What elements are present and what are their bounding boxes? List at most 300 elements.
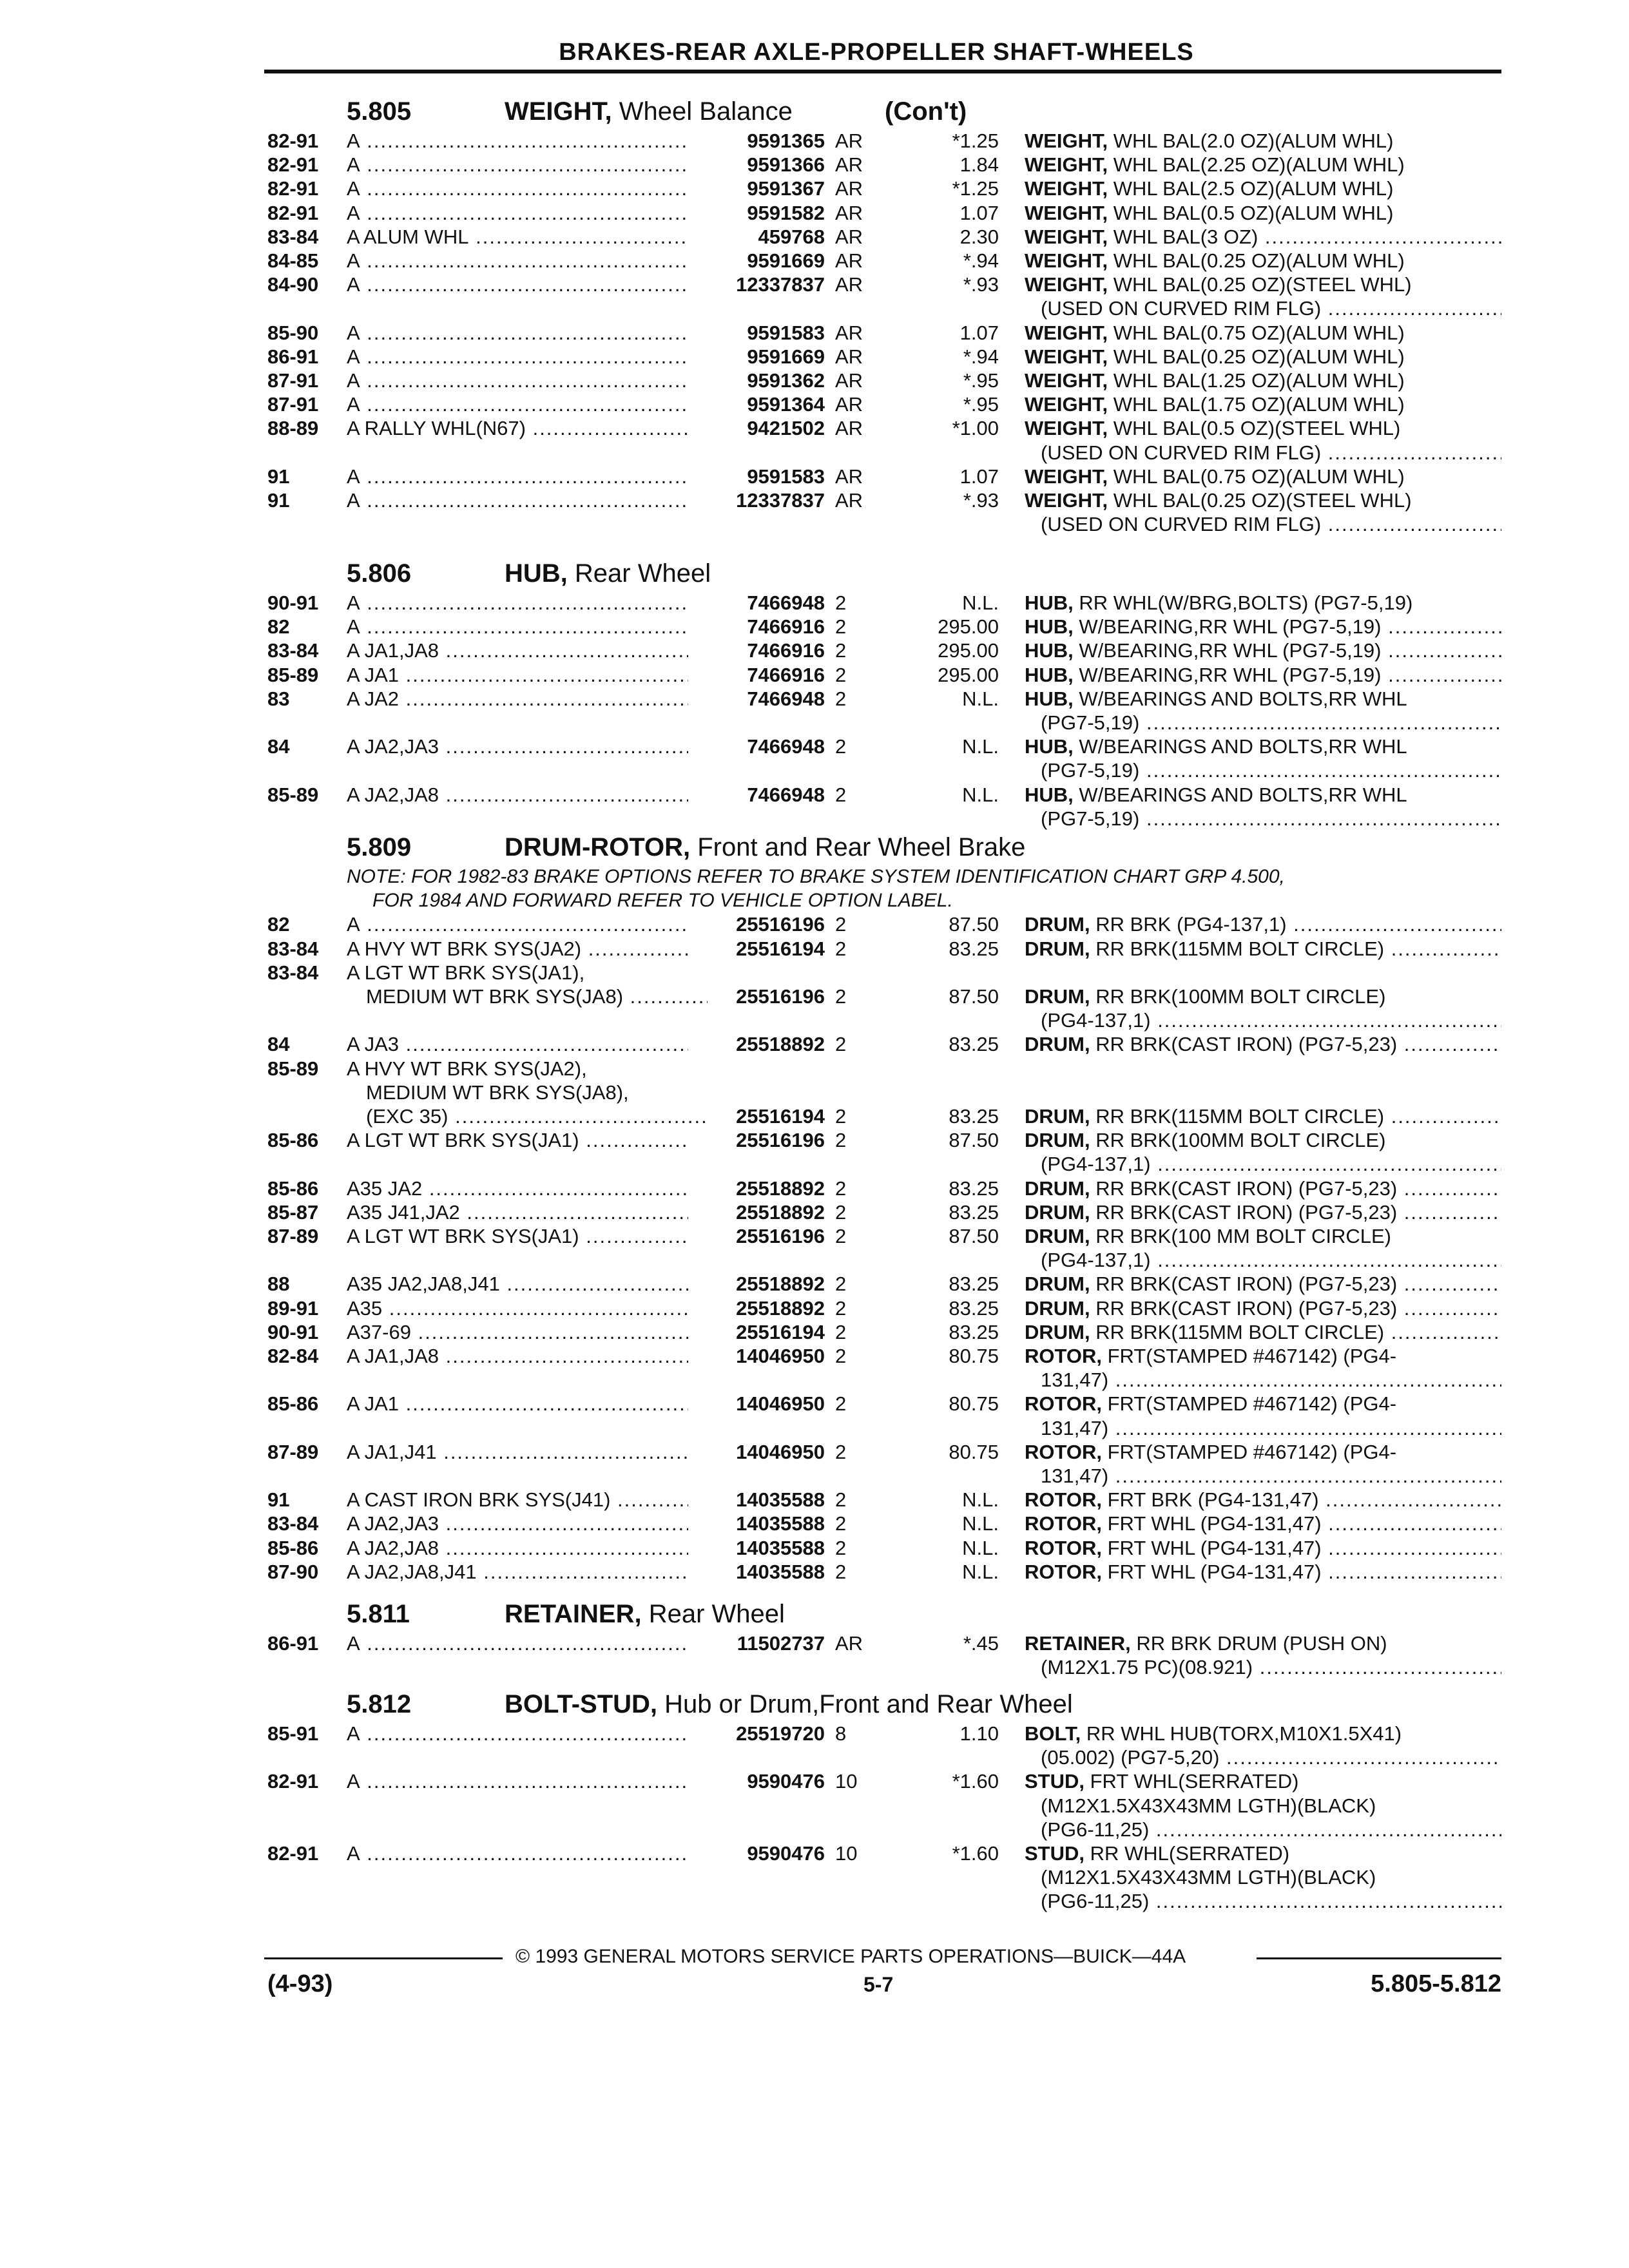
quantity: 2 [835, 1225, 847, 1247]
quantity: 2 [835, 1177, 847, 1200]
application: A ..... [347, 129, 688, 153]
application: A35 JA2,JA8,J41 ..... [347, 1272, 688, 1296]
model-years: 82-91 [267, 153, 319, 177]
part-number: 459768 [758, 225, 825, 248]
model-years: 82-91 [267, 1770, 319, 1793]
quantity: AR [835, 225, 863, 248]
part-name-noun: HUB, [1025, 663, 1074, 686]
part-description-cont: (05.002) (PG7-5,20) ..... [1041, 1745, 1501, 1769]
part-number: 14046950 [736, 1345, 825, 1367]
part-number: 9591365 [747, 130, 825, 152]
part-name: DRUM, RR BRK(115MM BOLT CIRCLE) ..... [1025, 1104, 1501, 1128]
section-title-main: DRUM-ROTOR, [505, 833, 691, 861]
part-number: 25516196 [736, 1129, 825, 1152]
quantity: AR [835, 153, 863, 177]
price: 295.00 [938, 615, 999, 639]
part-name: WEIGHT, WHL BAL(0.75 OZ)(ALUM WHL) [1025, 321, 1405, 344]
application: A ..... [347, 912, 688, 936]
model-years: 87-90 [267, 1560, 319, 1583]
part-name-noun: DRUM, [1025, 1177, 1090, 1200]
application: A ..... [347, 591, 688, 615]
part-description-cont: (PG4-137,1) ..... [1041, 1152, 1501, 1176]
quantity: 2 [835, 1512, 847, 1535]
section-title [505, 1598, 785, 1630]
part-number: 25516194 [736, 1320, 825, 1343]
application: A JA2,JA3 ..... [347, 735, 688, 758]
part-name: RETAINER, RR BRK DRUM (PUSH ON) [1025, 1632, 1387, 1655]
quantity: 2 [835, 639, 847, 662]
part-name-noun: STUD, [1025, 1770, 1084, 1793]
part-description-cont: (PG4-137,1) ..... [1041, 1008, 1501, 1032]
price: 83.25 [949, 1033, 999, 1056]
price: N.L. [962, 735, 999, 758]
model-years: 88 [267, 1273, 290, 1296]
model-years: 91 [267, 465, 290, 488]
model-years: 87-89 [267, 1440, 319, 1463]
application: A ..... [347, 1631, 688, 1655]
application: A ..... [347, 392, 688, 416]
part-name-noun: DRUM, [1025, 1033, 1090, 1056]
part-number: 9421502 [747, 417, 825, 440]
part-name-noun: HUB, [1025, 639, 1074, 662]
part-name: DRUM, RR BRK(CAST IRON) (PG7-5,23) ..... [1025, 1200, 1501, 1224]
part-name: ROTOR, FRT BRK (PG4-131,47) ..... [1025, 1488, 1501, 1512]
application: A JA1 ..... [347, 663, 688, 687]
application: A ..... [347, 488, 688, 512]
part-number: 14046950 [736, 1392, 825, 1416]
price: *1.60 [952, 1842, 999, 1865]
price: 1.10 [959, 1722, 999, 1745]
quantity: 2 [835, 615, 847, 639]
model-years: 90-91 [267, 1320, 319, 1343]
part-number: 25516196 [736, 913, 825, 936]
model-years: 91 [267, 489, 290, 512]
quantity: 2 [835, 1200, 847, 1224]
part-name-noun: ROTOR, [1025, 1512, 1102, 1535]
quantity: 2 [835, 1536, 847, 1559]
application: MEDIUM WT BRK SYS(JA8), [366, 1081, 629, 1104]
part-name-noun: HUB, [1025, 591, 1074, 614]
price: *.93 [963, 489, 999, 512]
part-number: 25518892 [736, 1296, 825, 1320]
application: A JA2,JA8,J41 ..... [347, 1560, 688, 1584]
model-years: 87-91 [267, 369, 319, 392]
part-name-noun: BOLT, [1025, 1722, 1081, 1745]
part-number: 25518892 [736, 1177, 825, 1200]
part-name: WEIGHT, WHL BAL(2.5 OZ)(ALUM WHL) [1025, 177, 1394, 200]
model-years: 83-84 [267, 639, 319, 662]
price: N.L. [962, 1536, 999, 1559]
quantity: AR [835, 273, 863, 296]
price: *1.00 [952, 417, 999, 440]
part-name: DRUM, RR BRK(CAST IRON) (PG7-5,23) ..... [1025, 1032, 1501, 1056]
model-years: 85-90 [267, 321, 319, 344]
quantity: AR [835, 489, 863, 512]
quantity: AR [835, 417, 863, 440]
section-number: 5.812 [347, 1690, 412, 1718]
application: A JA1,JA8 ..... [347, 1344, 688, 1368]
application: A JA3 ..... [347, 1032, 688, 1056]
part-number: 12337837 [736, 273, 825, 296]
section-title-main: HUB, [505, 559, 568, 588]
part-description-cont: (M12X1.5X43X43MM LGTH)(BLACK) [1041, 1866, 1376, 1889]
part-number: 7466948 [747, 591, 825, 614]
application: A JA1 ..... [347, 1392, 688, 1416]
part-name-noun: ROTOR, [1025, 1392, 1102, 1416]
part-description-cont: (PG6-11,25) ..... [1041, 1889, 1501, 1913]
model-years: 87-91 [267, 393, 319, 416]
part-number: 9590476 [747, 1842, 825, 1865]
part-name-noun: DRUM, [1025, 1296, 1090, 1320]
section-title [505, 831, 1025, 863]
model-years: 82-91 [267, 201, 319, 224]
price: 2.30 [959, 225, 999, 248]
part-name: HUB, W/BEARING,RR WHL (PG7-5,19) ..... [1025, 639, 1501, 662]
part-name: WEIGHT, WHL BAL(0.25 OZ)(STEEL WHL) [1025, 489, 1412, 512]
part-name: WEIGHT, WHL BAL(3 OZ) ..... [1025, 225, 1501, 249]
part-name: WEIGHT, WHL BAL(0.5 OZ)(ALUM WHL) [1025, 201, 1394, 224]
application: A HVY WT BRK SYS(JA2), [347, 1057, 587, 1080]
part-name-noun: ROTOR, [1025, 1440, 1102, 1463]
application: A35 JA2 ..... [347, 1177, 688, 1200]
application: A ..... [347, 1722, 688, 1745]
part-number: 14035588 [736, 1536, 825, 1559]
model-years: 83-84 [267, 225, 319, 248]
model-years: 82-84 [267, 1345, 319, 1367]
part-name-noun: WEIGHT, [1025, 225, 1108, 248]
part-number: 14035588 [736, 1488, 825, 1512]
part-description-cont: (PG7-5,19) ..... [1041, 711, 1501, 735]
price: *.95 [963, 393, 999, 416]
section-title-main: BOLT-STUD, [505, 1690, 658, 1718]
section-title-main: RETAINER, [505, 1600, 642, 1628]
part-number: 9591364 [747, 393, 825, 416]
part-name-noun: ROTOR, [1025, 1345, 1102, 1367]
part-description-cont: (PG7-5,19) ..... [1041, 758, 1501, 782]
part-number: 25516196 [736, 1225, 825, 1247]
model-years: 83-84 [267, 937, 319, 960]
application: A ..... [347, 1769, 688, 1793]
part-name: WEIGHT, WHL BAL(0.25 OZ)(ALUM WHL) [1025, 345, 1405, 368]
part-number: 9591583 [747, 465, 825, 488]
quantity: AR [835, 321, 863, 344]
quantity: 2 [835, 783, 847, 806]
quantity: 2 [835, 663, 847, 686]
price: 83.25 [949, 937, 999, 960]
quantity: 2 [835, 1105, 847, 1128]
application: A35 ..... [347, 1296, 688, 1320]
part-name-noun: DRUM, [1025, 1225, 1090, 1247]
model-years: 85-86 [267, 1129, 319, 1152]
part-name: WEIGHT, WHL BAL(2.0 OZ)(ALUM WHL) [1025, 130, 1394, 152]
part-name-noun: WEIGHT, [1025, 489, 1108, 512]
model-years: 82-91 [267, 1842, 319, 1865]
part-name-noun: DRUM, [1025, 913, 1090, 936]
section-title-main: WEIGHT, [505, 97, 612, 126]
part-number: 25516194 [736, 1105, 825, 1128]
quantity: 2 [835, 1488, 847, 1512]
part-name: ROTOR, FRT WHL (PG4-131,47) ..... [1025, 1560, 1501, 1584]
application: A ..... [347, 273, 688, 296]
part-number: 9591367 [747, 177, 825, 200]
header-rule [264, 70, 1501, 73]
application: (EXC 35) ..... [347, 1104, 708, 1128]
price: 83.25 [949, 1296, 999, 1320]
model-years: 85-91 [267, 1722, 319, 1745]
application: A ALUM WHL ..... [347, 225, 688, 249]
part-name-noun: ROTOR, [1025, 1560, 1102, 1583]
part-number: 14035588 [736, 1512, 825, 1535]
price: N.L. [962, 687, 999, 710]
part-description-cont: (USED ON CURVED RIM FLG) ..... [1041, 512, 1501, 536]
part-name-noun: WEIGHT, [1025, 130, 1108, 152]
part-name: DRUM, RR BRK(CAST IRON) (PG7-5,23) ..... [1025, 1177, 1501, 1200]
quantity: 2 [835, 1560, 847, 1583]
quantity: 2 [835, 913, 847, 936]
footer-copyright: © 1993 GENERAL MOTORS SERVICE PARTS OPERATIONS—BUICK—44A [516, 1946, 1186, 1967]
part-description-cont: (M12X1.5X43X43MM LGTH)(BLACK) [1041, 1794, 1376, 1817]
part-number: 7466948 [747, 783, 825, 806]
part-name-noun: HUB, [1025, 783, 1074, 806]
application: A HVY WT BRK SYS(JA2) ..... [347, 937, 688, 961]
quantity: 10 [835, 1842, 858, 1865]
price: 80.75 [949, 1345, 999, 1367]
price: 83.25 [949, 1273, 999, 1296]
part-name: ROTOR, FRT WHL (PG4-131,47) ..... [1025, 1512, 1501, 1535]
part-number: 7466916 [747, 663, 825, 686]
part-name: ROTOR, FRT(STAMPED #467142) (PG4- [1025, 1440, 1397, 1463]
application: A JA1,JA8 ..... [347, 639, 688, 662]
part-name: WEIGHT, WHL BAL(0.25 OZ)(STEEL WHL) [1025, 273, 1412, 296]
part-number: 11502737 [737, 1632, 825, 1655]
section-continued: (Con't) [885, 97, 967, 126]
application: A ..... [347, 1841, 688, 1865]
quantity: 2 [835, 1273, 847, 1296]
application: A LGT WT BRK SYS(JA1), [347, 961, 585, 984]
price: 83.25 [949, 1105, 999, 1128]
part-name: DRUM, RR BRK(CAST IRON) (PG7-5,23) ..... [1025, 1272, 1501, 1296]
part-description-cont: (PG6-11,25) ..... [1041, 1818, 1501, 1841]
quantity: 8 [835, 1722, 847, 1745]
section-title [505, 557, 711, 590]
quantity: 2 [835, 735, 847, 758]
quantity: 2 [835, 1440, 847, 1463]
part-number: 9591366 [747, 153, 825, 177]
model-years: 85-89 [267, 663, 319, 686]
quantity: 2 [835, 1296, 847, 1320]
part-number: 7466948 [747, 735, 825, 758]
model-years: 84 [267, 1033, 290, 1056]
part-name-noun: HUB, [1025, 615, 1074, 639]
part-name: WEIGHT, WHL BAL(0.25 OZ)(ALUM WHL) [1025, 249, 1405, 272]
section-title-rest: Hub or Drum,Front and Rear Wheel [657, 1690, 1073, 1718]
quantity: AR [835, 393, 863, 416]
application: A ..... [347, 153, 688, 177]
application: MEDIUM WT BRK SYS(JA8) ..... [347, 985, 708, 1008]
price: 87.50 [949, 1129, 999, 1152]
part-number: 25516194 [736, 937, 825, 960]
application: A ..... [347, 345, 688, 369]
part-number: 25519720 [736, 1722, 825, 1745]
price: N.L. [962, 1512, 999, 1535]
part-number: 9591582 [747, 201, 825, 224]
model-years: 84-90 [267, 273, 319, 296]
part-name: STUD, FRT WHL(SERRATED) [1025, 1770, 1299, 1793]
section-title-rest: Front and Rear Wheel Brake [690, 833, 1026, 861]
part-number: 7466916 [747, 639, 825, 662]
part-name-noun: WEIGHT, [1025, 249, 1108, 272]
part-name: HUB, W/BEARINGS AND BOLTS,RR WHL [1025, 735, 1407, 758]
quantity: 2 [835, 591, 847, 614]
quantity: AR [835, 177, 863, 200]
model-years: 82 [267, 615, 290, 639]
quantity: 2 [835, 985, 847, 1008]
part-name: HUB, W/BEARING,RR WHL (PG7-5,19) ..... [1025, 663, 1501, 687]
model-years: 88-89 [267, 417, 319, 440]
footer-rule-right [1257, 1957, 1501, 1959]
part-number: 25518892 [736, 1273, 825, 1296]
price: N.L. [962, 783, 999, 806]
model-years: 91 [267, 1488, 290, 1512]
section-number: 5.806 [347, 559, 412, 588]
part-description-cont: 131,47) ..... [1041, 1416, 1501, 1440]
model-years: 85-86 [267, 1177, 319, 1200]
section-title [505, 1688, 1073, 1720]
part-name: DRUM, RR BRK(100MM BOLT CIRCLE) [1025, 1129, 1386, 1152]
model-years: 82-91 [267, 130, 319, 152]
application: A37-69 ..... [347, 1320, 688, 1344]
price: *1.25 [952, 130, 999, 152]
part-name-noun: ROTOR, [1025, 1536, 1102, 1559]
part-number: 7466916 [747, 615, 825, 639]
part-description-cont: (USED ON CURVED RIM FLG) ..... [1041, 296, 1501, 320]
price: *.95 [963, 369, 999, 392]
part-number: 14046950 [736, 1440, 825, 1463]
footer-date: (4-93) [267, 1970, 333, 1997]
part-name-noun: WEIGHT, [1025, 321, 1108, 344]
model-years: 90-91 [267, 591, 319, 614]
price: *1.25 [952, 177, 999, 200]
part-name: HUB, W/BEARINGS AND BOLTS,RR WHL [1025, 783, 1407, 806]
part-description-cont: (PG7-5,19) ..... [1041, 807, 1501, 831]
application: A LGT WT BRK SYS(JA1) ..... [347, 1224, 688, 1248]
part-description-cont: (M12X1.75 PC)(08.921) ..... [1041, 1655, 1501, 1679]
application: A RALLY WHL(N67) ..... [347, 416, 688, 440]
application: A ..... [347, 321, 688, 345]
part-name: WEIGHT, WHL BAL(0.75 OZ)(ALUM WHL) [1025, 465, 1405, 488]
part-name-noun: WEIGHT, [1025, 465, 1108, 488]
price: 83.25 [949, 1320, 999, 1343]
quantity: AR [835, 369, 863, 392]
quantity: AR [835, 465, 863, 488]
part-number: 14035588 [736, 1560, 825, 1583]
price: 1.84 [959, 153, 999, 177]
section-title [505, 95, 793, 128]
part-name-noun: WEIGHT, [1025, 201, 1108, 224]
price: N.L. [962, 1488, 999, 1512]
model-years: 82-91 [267, 177, 319, 200]
model-years: 82 [267, 913, 290, 936]
price: N.L. [962, 591, 999, 614]
part-name: DRUM, RR BRK(115MM BOLT CIRCLE) ..... [1025, 1320, 1501, 1344]
footer-rule-left [264, 1957, 503, 1959]
part-name-noun: STUD, [1025, 1842, 1084, 1865]
price: 80.75 [949, 1392, 999, 1416]
part-name: DRUM, RR BRK(CAST IRON) (PG7-5,23) ..... [1025, 1296, 1501, 1320]
model-years: 83-84 [267, 961, 319, 984]
part-name: STUD, RR WHL(SERRATED) [1025, 1842, 1290, 1865]
price: 87.50 [949, 913, 999, 936]
part-name: ROTOR, FRT(STAMPED #467142) (PG4- [1025, 1345, 1397, 1367]
application: A ..... [347, 615, 688, 639]
part-number: 25518892 [736, 1200, 825, 1224]
section-number: 5.809 [347, 833, 412, 861]
part-name-noun: RETAINER, [1025, 1632, 1131, 1655]
model-years: 86-91 [267, 1632, 319, 1655]
price: 295.00 [938, 663, 999, 686]
part-name: HUB, W/BEARING,RR WHL (PG7-5,19) ..... [1025, 615, 1501, 639]
price: 1.07 [959, 201, 999, 224]
part-number: 9591669 [747, 249, 825, 272]
part-number: 7466948 [747, 687, 825, 710]
price: 1.07 [959, 321, 999, 344]
part-description-cont: (USED ON CURVED RIM FLG) ..... [1041, 441, 1501, 465]
quantity: 2 [835, 937, 847, 960]
section-title-rest: Rear Wheel [567, 559, 711, 588]
model-years: 85-86 [267, 1392, 319, 1416]
part-description-cont: 131,47) ..... [1041, 1368, 1501, 1392]
quantity: AR [835, 249, 863, 272]
section-title-rest: Rear Wheel [641, 1600, 785, 1628]
application: A ..... [347, 249, 688, 273]
part-number: 12337837 [736, 489, 825, 512]
model-years: 86-91 [267, 345, 319, 368]
part-number: 9591669 [747, 345, 825, 368]
price: 83.25 [949, 1177, 999, 1200]
part-name-noun: DRUM, [1025, 1129, 1090, 1152]
price: 87.50 [949, 1225, 999, 1247]
quantity: 2 [835, 1033, 847, 1056]
part-name-noun: DRUM, [1025, 1105, 1090, 1128]
part-name-noun: WEIGHT, [1025, 273, 1108, 296]
part-name-noun: DRUM, [1025, 985, 1090, 1008]
price: *.45 [963, 1632, 999, 1655]
quantity: AR [835, 345, 863, 368]
part-number: 25518892 [736, 1033, 825, 1056]
part-name-noun: ROTOR, [1025, 1488, 1102, 1512]
part-name: WEIGHT, WHL BAL(1.75 OZ)(ALUM WHL) [1025, 393, 1405, 416]
price: 87.50 [949, 985, 999, 1008]
model-years: 85-89 [267, 1057, 319, 1080]
model-years: 84 [267, 735, 290, 758]
price: 80.75 [949, 1440, 999, 1463]
part-name-noun: WEIGHT, [1025, 369, 1108, 392]
application: A JA2,JA8 ..... [347, 783, 688, 807]
quantity: 2 [835, 1129, 847, 1152]
part-name: DRUM, RR BRK (PG4-137,1) ..... [1025, 912, 1501, 936]
price: N.L. [962, 1560, 999, 1583]
application: A JA2 ..... [347, 687, 688, 711]
part-name-noun: DRUM, [1025, 1320, 1090, 1343]
part-name: ROTOR, FRT(STAMPED #467142) (PG4- [1025, 1392, 1397, 1416]
part-name: DRUM, RR BRK(100 MM BOLT CIRCLE) [1025, 1225, 1392, 1247]
model-years: 84-85 [267, 249, 319, 272]
application: A ..... [347, 465, 688, 488]
part-name-noun: WEIGHT, [1025, 393, 1108, 416]
application: A CAST IRON BRK SYS(J41) ..... [347, 1488, 688, 1512]
model-years: 85-87 [267, 1200, 319, 1224]
quantity: AR [835, 1632, 863, 1655]
